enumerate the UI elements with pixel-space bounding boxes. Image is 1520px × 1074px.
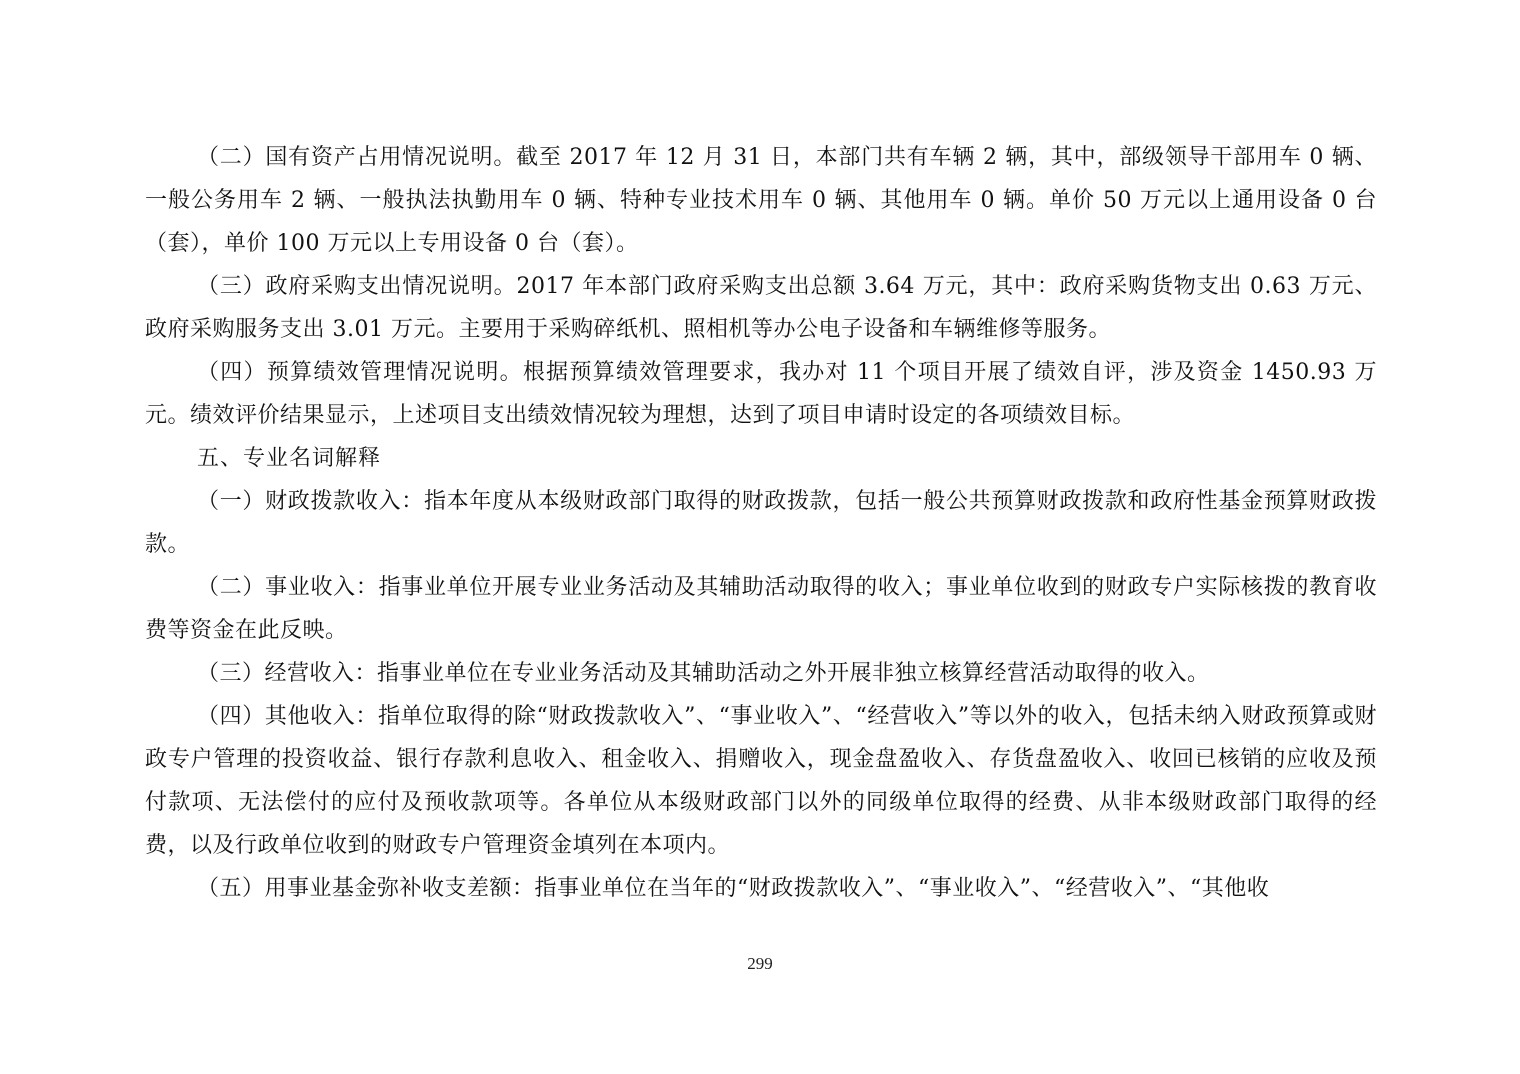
section-heading-text: 五、专业名词解释: [197, 446, 382, 471]
page-number: 299: [747, 954, 773, 973]
paragraph-lead: （三）政府采购支出情况说明。: [197, 274, 517, 299]
paragraph-lead: （二）国有资产占用情况说明。: [197, 145, 517, 170]
term-other-income: [145, 695, 1377, 867]
term-lead: （三）经营收入：: [197, 661, 378, 686]
paragraph-body: 根据预算绩效管理要求，我办对 11 个项目开展了绩效自评，涉及资金 1450.93 万元。绩效评价结果显示，上述项目支出绩效情况较为理想，达到了项目申请时设定的各项绩效目标。: [145, 360, 1377, 428]
paragraph-lead: （四）预算绩效管理情况说明。: [197, 360, 523, 385]
page-content: [145, 136, 1377, 910]
paragraph-procurement: [145, 265, 1377, 351]
term-body: 指单位取得的除“财政拨款收入”、“事业收入”、“经营收入”等以外的收入，包括未纳入财政预算或财政专户管理的投资收益、银行存款利息收入、租金收入、捐赠收入，现金盘盈收入、存货盘盈收入、收回已核销的应收及预付款项、无法偿付的应付及预收款项等。各单位从本级财政部门以外的同级单位取得的经费、从非本级财政部门取得的经费，以及行政单位收到的财政专户管理资金填列在本项内。: [145, 704, 1377, 858]
term-fund-offset: [145, 867, 1377, 910]
term-operating-income: [145, 652, 1377, 695]
section-heading: [145, 437, 1377, 480]
term-lead: （一）财政拨款收入：: [197, 489, 424, 514]
term-lead: （四）其他收入：: [197, 704, 379, 729]
term-body: 指事业单位在当年的“财政拨款收入”、“事业收入”、“经营收入”、“其他收: [534, 876, 1270, 901]
term-lead: （二）事业收入：: [197, 575, 379, 600]
paragraph-assets: [145, 136, 1377, 265]
term-fiscal-appropriation: [145, 480, 1377, 566]
paragraph-body: 截至 2017 年 12 月 31 日，本部门共有车辆 2 辆，其中，部级领导干部用车 0 辆、一般公务用车 2 辆、一般执法执勤用车 0 辆、特种专业技术用车 0 辆、其他用车 0 辆。单价 50 万元以上通用设备 0 台（套），单价 100 万元以上专用设备 0 台（套）。: [145, 145, 1377, 256]
term-business-income: [145, 566, 1377, 652]
term-body: 指事业单位开展专业业务活动及其辅助活动取得的收入；事业单位收到的财政专户实际核拨的教育收费等资金在此反映。: [145, 575, 1377, 643]
term-body: 指事业单位在专业业务活动及其辅助活动之外开展非独立核算经营活动取得的收入。: [377, 661, 1210, 686]
paragraph-performance: [145, 351, 1377, 437]
term-body: 指本年度从本级财政部门取得的财政拨款，包括一般公共预算财政拨款和政府性基金预算财政拨款。: [145, 489, 1377, 557]
term-lead: （五）用事业基金弥补收支差额：: [197, 876, 535, 901]
paragraph-body: 2017 年本部门政府采购支出总额 3.64 万元，其中：政府采购货物支出 0.63 万元、政府采购服务支出 3.01 万元。主要用于采购碎纸机、照相机等办公电子设备和车辆维修等服务。: [145, 274, 1377, 342]
